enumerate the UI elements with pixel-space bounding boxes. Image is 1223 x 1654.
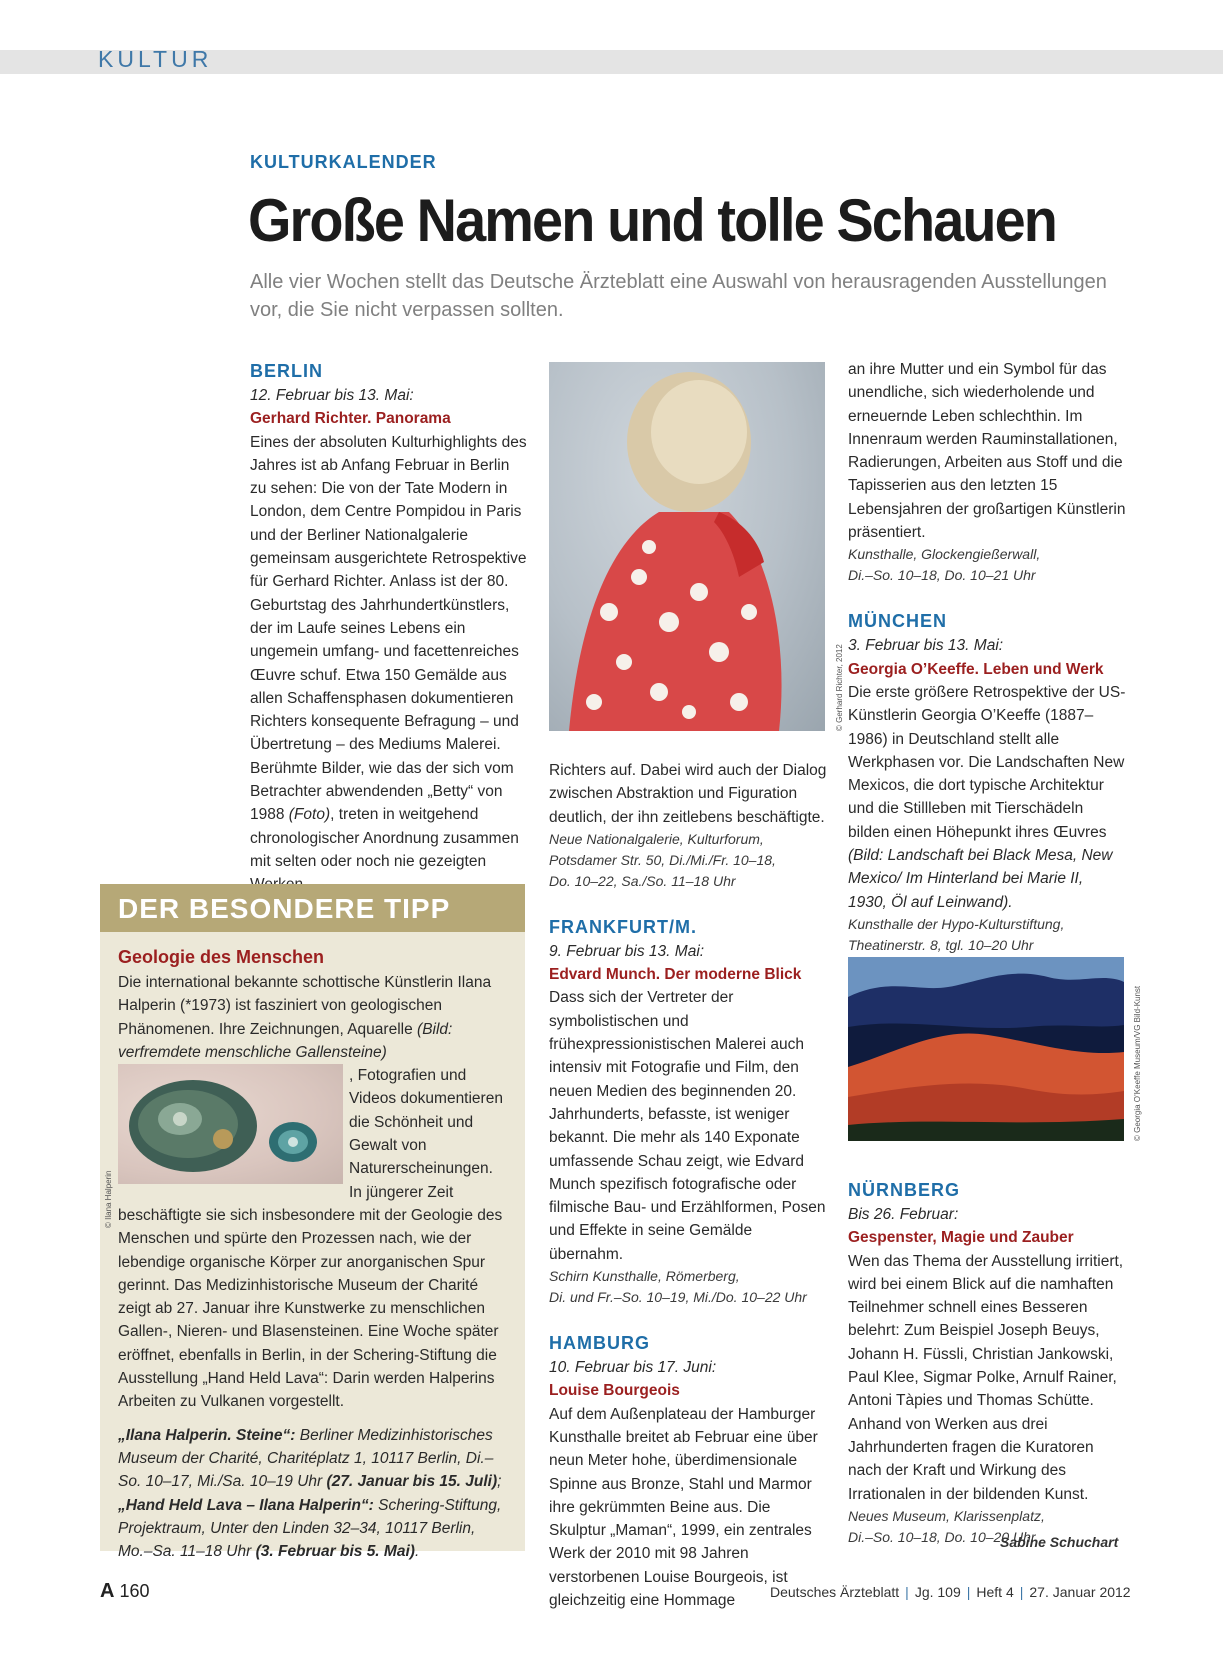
article-title: Große Namen und tolle Schauen: [248, 187, 1056, 254]
tip-body-part-1: Die international bekannte schottische Künstlerin Ilana Halperin (*1973) ist fasziniert von geologischen Phänomenen. Ihre Zeichnungen, Aquarelle (Bild: verfremdete menschliche Gallensteine): [118, 974, 492, 1061]
venue-berlin-3: Do. 10–22, Sa./So. 11–18 Uhr: [549, 872, 736, 889]
photo-credit-richter: © Gerhard Richter, 2012: [835, 644, 844, 731]
exhibition-title-frankfurt: Edvard Munch. Der moderne Blick: [549, 966, 802, 984]
journal-issue: Heft 4: [976, 1584, 1014, 1600]
column-1: [250, 358, 528, 897]
venue-hamburg-2: Di.–So. 10–18, Do. 10–21 Uhr: [848, 567, 1036, 584]
tip-info-lava: „Hand Held Lava – Ilana Halperin“: Schering-Stiftung, Projektraum, Unter den Linden 32–34, 10117 Berlin, Mo.–Sa. 11–18 Uhr (3. Februar bis 5. Mai).: [118, 1496, 502, 1561]
venue-hamburg-1: Kunsthalle, Glockengießerwall,: [848, 546, 1041, 563]
section-label: KULTUR: [98, 46, 213, 72]
article-kicker: KULTURKALENDER: [250, 152, 437, 172]
journal-volume: Jg. 109: [914, 1584, 961, 1600]
city-heading-frankfurt: FRANKFURT/M.: [549, 916, 697, 937]
venue-nuernberg-1: Neues Museum, Klarissenplatz,: [848, 1507, 1045, 1524]
body-text-hamburg-continued: an ihre Mutter und ein Symbol für das unendliche, sich wiederholende und erneuernde Leben schlechthin. Im Innenraum werden Rauminstallationen, Radierungen, Arbeiten aus Stoff und die Tapisserien aus den letzten 15 Lebensjahren der großartigen Künstlerin präsentiert.: [848, 361, 1126, 542]
article-lead: Alle vier Wochen stellt das Deutsche Ärzteblatt eine Auswahl von herausragenden Ausstellungen vor, die Sie nicht verpassen sollten.: [250, 271, 1107, 321]
body-text-frankfurt: Dass sich der Vertreter der symbolistischen und frühexpressionistischen Malerei auch intensiv mit Fotografie und Film, den neuen Medien des beginnenden 20. Jahrhunderts, befasste, ist weniger bekannt. Die mehr als 140 Exponate umfassende Schau zeigt, wie Edvard Munch spezifisch fotografische oder filmische Bau- und Erzählformen, Posen und Effekte in seine Gemälde übernahm.: [549, 989, 826, 1263]
city-heading-berlin: BERLIN: [250, 361, 323, 381]
date-hamburg: 10. Februar bis 17. Juni:: [549, 1359, 717, 1377]
exhibition-title-berlin: Gerhard Richter. Panorama: [250, 410, 451, 428]
tip-body-part-2: , Fotografien und Videos dokumentieren die Schönheit und Gewalt von Naturerscheinungen. In jüngerer Zeit beschäftigte sie sich insbesondere mit der Geologie des Menschen und spürte den Prozessen nach, wie der lebendige organische Körper zur anorganischen Spur gerinnt. Das Medizinhistorische Museum der Charité zeigt ab 27. Januar ihre Kunstwerke zu menschlichen Gallen-, Nieren- und Blasensteinen. Eine Woche später eröffnet, ebenfalls in Berlin, in der Schering-Stiftung die Ausstellung „Hand Held Lava“: Darin werden Halperins Arbeiten zu Vulkanen vorgestellt.: [118, 1064, 508, 1413]
venue-berlin-1: Neue Nationalgalerie, Kulturforum,: [549, 830, 764, 847]
photo-betty-painting: [549, 362, 825, 731]
photo-credit-halperin: © Ilana Halperin: [104, 1170, 113, 1228]
tip-title: Geologie des Menschen: [118, 947, 325, 967]
body-text-nuernberg: Wen das Thema der Ausstellung irritiert, wird bei einem Blick auf die namhaften Teilnehmer schnell eines Besseren belehrt: Zum Beispiel Joseph Beuys, Johann H. Füssli, Christian Jankowski, Paul Klee, Sigmar Polke, Arnulf Rainer, Antoni Tàpies und Thomas Schütte. Anhand von Werken aus drei Jahrhunderten fragen die Kuratoren nach der Kraft und Wirkung des Irrationalen in der bildenden Kunst.: [848, 1252, 1124, 1503]
body-text-berlin: Eines der absoluten Kulturhighlights des Jahres ist ab Anfang Februar in Berlin zu sehen: Die von der Tate Modern in London, dem Centre Pompidou in Paris und der Berliner Nationalgalerie gemeinsam ausgerichtete Retrospektive für Gerhard Richter. Anlass ist der 80. Geburtstag des Jahrhundertkünstlers, der im Laufe seines Lebens ein ungemein umfang- und facettenreiches Œuvre schuf. Etwa 150 Gemälde aus allen Schaffensphasen dokumentieren Richters konsequente Befragung – und Übertretung – des Mediums Malerei. Berühmte Bilder, wie das der sich vom Betrachter abwendenden „Betty“ von 1988 (Foto), treten in weitgehend chronologischer Anordnung zusammen mit selten oder noch nie gezeigten: [250, 433, 527, 870]
city-heading-muenchen: MÜNCHEN: [848, 611, 947, 632]
tip-header-label: DER BESONDERE TIPP: [118, 893, 451, 924]
column-2: [549, 759, 827, 1612]
venue-frankfurt-2: Di. und Fr.–So. 10–19, Mi./Do. 10–22 Uhr: [549, 1289, 807, 1306]
exhibition-title-muenchen: Georgia O’Keeffe. Leben und Werk: [848, 660, 1104, 678]
landscape-illustration: [848, 957, 1124, 1141]
venue-berlin-2: Potsdamer Str. 50, Di./Mi./Fr. 10–18,: [549, 851, 776, 868]
date-nuernberg: Bis 26. Februar:: [848, 1206, 959, 1223]
exhibition-title-hamburg: Louise Bourgeois: [549, 1382, 680, 1400]
city-heading-hamburg: HAMBURG: [549, 1333, 650, 1354]
column-3: [848, 358, 1126, 956]
date-berlin: 12. Februar bis 13. Mai:: [250, 387, 414, 404]
body-text-berlin-continued: Richters auf. Dabei wird auch der Dialog zwischen Abstraktion und Figuration deutlich, der ihn zeitlebens beschäftigte.: [549, 762, 827, 826]
city-heading-nuernberg: NÜRNBERG: [848, 1180, 961, 1200]
photo-gallstones: [118, 1064, 343, 1184]
venue-frankfurt-1: Schirn Kunsthalle, Römerberg,: [549, 1268, 740, 1285]
tip-text: [118, 971, 508, 1563]
tip-header: [100, 884, 525, 932]
journal-date: 27. Januar 2012: [1029, 1584, 1131, 1600]
betty-illustration: [549, 362, 825, 731]
date-muenchen: 3. Februar bis 13. Mai:: [848, 637, 1004, 655]
author-name: Sabine Schuchart: [1000, 1534, 1119, 1550]
venue-muenchen-1: Kunsthalle der Hypo-Kulturstiftung,: [848, 915, 1065, 932]
exhibition-title-nuernberg: Gespenster, Magie und Zauber: [848, 1229, 1074, 1247]
body-text-muenchen: Die erste größere Retrospektive der US-Künstlerin Georgia O’Keeffe (1887–1986) in Deutschland stellt alle Werkphasen vor. Die Landschaften New Mexicos, die dort typische Architektur und die Stillleben mit Tierschädeln bilden einen Höhepunkt ihres Œuvres (Bild: Landschaft bei Black Mesa, New Mexico/ Im Hinterland bei Marie II, 1930, Öl auf Leinwand).: [848, 683, 1126, 911]
gallstones-illustration: [118, 1064, 343, 1184]
body-text-hamburg: Auf dem Außenplateau der Hamburger Kunsthalle breitet ab Februar eine über neun Meter hohe, überdimensionale Spinne aus Bronze, Stahl und Marmor ihre gekrümmten Beine aus. Die Skulptur „Maman“, 1999, ein zentrales Werk der 2010 mit 98 Jahren verstorbenen Louise Bourgeois, ist gleichzeitig eine Hommage: [549, 1405, 818, 1610]
venue-nuernberg-2: Di.–So. 10–18, Do. 10–20 Uhr: [848, 1528, 1036, 1545]
tip-info-steine: „Ilana Halperin. Steine“: Berliner Medizinhistorisches Museum der Charité, Charitéplatz 1, 10117 Berlin, Di.–So. 10–17, Mi./Sa. 10–19 Uhr (27. Januar bis 15. Juli);: [118, 1426, 502, 1491]
journal-name: Deutsches Ärzteblatt: [770, 1584, 900, 1600]
photo-okeeffe-landscape: [848, 957, 1124, 1141]
venue-muenchen-2: Theatinerstr. 8, tgl. 10–20 Uhr: [848, 936, 1034, 953]
nuernberg-block: [848, 1177, 1126, 1548]
footer-citation: Deutsches Ärzteblatt | Jg. 109 | Heft 4 | 27. Januar 2012: [770, 1584, 1131, 1600]
date-frankfurt: 9. Februar bis 13. Mai:: [549, 942, 705, 960]
photo-credit-okeeffe: © Georgia O’Keeffe Museum/VG Bild-Kunst: [1133, 985, 1142, 1141]
page-number: A 160: [100, 1580, 150, 1602]
